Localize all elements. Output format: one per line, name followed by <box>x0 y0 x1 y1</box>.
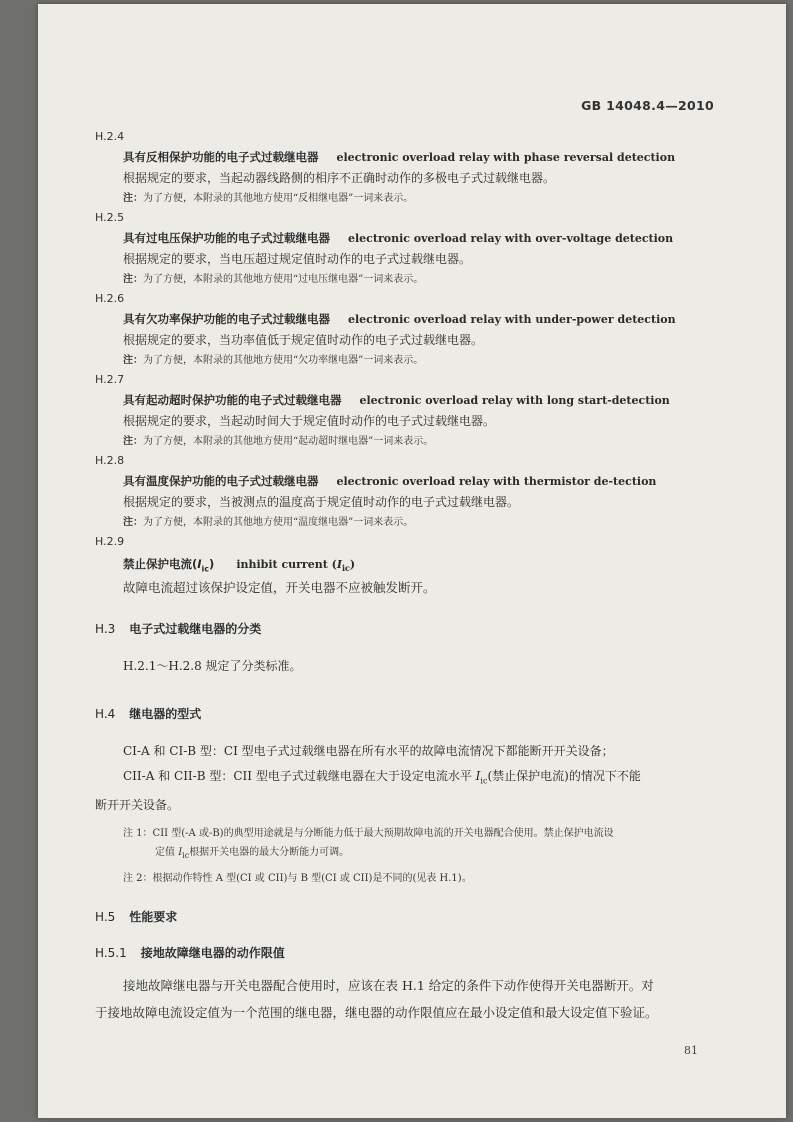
entry-h-2-9 <box>95 533 735 598</box>
note-label: 注： <box>123 355 143 366</box>
definition: 根据规定的要求，当起动时间大于规定值时动作的电子式过载继电器。 <box>123 414 496 428</box>
symbol-sub: ic <box>480 776 488 786</box>
definition: 根据规定的要求，当功率值低于规定值时动作的电子式过载继电器。 <box>123 333 484 347</box>
body-line: 于接地故障电流设定值为一个范围的继电器，继电器的动作限值应在最小设定值和最大设定值下验证。 <box>95 1005 658 1021</box>
page-number: 81 <box>684 1044 698 1057</box>
entry-h-2-5 <box>95 209 735 290</box>
definition: 根据规定的要求，当被测点的温度高于规定值时动作的电子式过载继电器。 <box>123 495 520 509</box>
clause-number: H.2.7 <box>95 373 125 386</box>
term-zh-b: ) <box>209 557 215 571</box>
section-h-5-1 <box>95 942 735 964</box>
text-run: 定值 <box>155 847 179 859</box>
note-label: 注： <box>123 193 143 204</box>
section-body <box>95 972 735 1026</box>
symbol-i: I <box>197 557 202 571</box>
term-zh: 具有起动超时保护功能的电子式过载继电器 <box>123 393 342 407</box>
section-title: 性能要求 <box>129 910 178 925</box>
section-h-3 <box>95 618 735 640</box>
type-cii-paragraph-cont: 断开开关设备。 <box>95 798 180 813</box>
note-text: 为了方便，本附录的其他地方使用“温度继电器”一词来表示。 <box>143 517 414 528</box>
term-en: electronic overload relay with thermistor de-tection <box>336 475 657 488</box>
term-en <box>236 558 356 574</box>
note <box>95 270 735 290</box>
symbol-i: I <box>475 769 481 783</box>
note-label: 注： <box>123 274 143 285</box>
section-number: H.3 <box>95 622 116 636</box>
note-label: 注： <box>123 517 143 528</box>
symbol-sub: ic <box>342 563 350 574</box>
clause-number: H.2.8 <box>95 454 125 467</box>
section-title: 继电器的型式 <box>129 707 202 721</box>
note <box>95 432 735 452</box>
note <box>95 513 735 533</box>
section-number: H.4 <box>95 707 116 721</box>
term-en-a: inhibit current ( <box>236 558 337 571</box>
section-h-4 <box>95 703 735 725</box>
type-cii-paragraph <box>95 764 735 793</box>
standard-number: GB 14048.4—2010 <box>581 98 714 113</box>
document-page <box>38 4 786 1118</box>
term-zh: 具有反相保护功能的电子式过载继电器 <box>123 150 319 164</box>
section-h-5 <box>95 906 735 928</box>
term-heading <box>95 551 735 577</box>
text-run: (禁止保护电流)的情况下不能 <box>487 769 641 783</box>
note-text: 为了方便，本附录的其他地方使用“过电压继电器”一词来表示。 <box>143 274 424 285</box>
note-text: 为了方便，本附录的其他地方使用“反相继电器”一词来表示。 <box>143 193 414 204</box>
text-run: CII-A 和 CII-B 型：CII 型电子式过载继电器在大于设定电流水平 <box>123 769 476 783</box>
section-title: 接地故障继电器的动作限值 <box>140 946 285 961</box>
term-zh: 具有过电压保护功能的电子式过载继电器 <box>123 231 330 245</box>
term-heading <box>95 146 735 168</box>
section-body: H.2.1～H.2.8 规定了分类标准。 <box>123 659 302 673</box>
note <box>95 351 735 371</box>
clause-number: H.2.5 <box>95 211 125 224</box>
note-1-cont <box>95 843 735 865</box>
note <box>95 189 735 209</box>
note-1: 注 1：CII 型(-A 或-B)的典型用途就是与分断能力低于最大预期故障电流的开关电器配合使用。禁止保护电流设 <box>123 828 614 840</box>
term-heading <box>95 389 735 411</box>
section-number: H.5 <box>95 910 116 925</box>
term-en-b: ) <box>349 558 356 571</box>
clause-number: H.2.9 <box>95 535 125 548</box>
term-en: electronic overload relay with over-voltage detection <box>348 232 674 245</box>
page-content <box>95 128 735 1026</box>
term-en: electronic overload relay with long start-detection <box>359 394 670 407</box>
term-heading <box>95 308 735 330</box>
definition: 根据规定的要求，当起动器线路侧的相序不正确时动作的多极电子式过载继电器。 <box>123 171 556 185</box>
symbol-i: I <box>178 847 183 859</box>
definition: 故障电流超过该保护设定值，开关电器不应被触发断开。 <box>123 580 436 595</box>
body-line: 接地故障继电器与开关电器配合使用时，应该在表 H.1 给定的条件下动作使得开关电器断开。对 <box>123 978 654 994</box>
symbol-i: I <box>336 558 342 571</box>
term-en: electronic overload relay with phase reversal detection <box>336 151 676 164</box>
note-text: 为了方便，本附录的其他地方使用“欠功率继电器”一词来表示。 <box>143 355 424 366</box>
section-title: 电子式过载继电器的分类 <box>129 622 262 636</box>
note-text: 为了方便，本附录的其他地方使用“起动超时继电器”一词来表示。 <box>143 436 434 447</box>
definition: 根据规定的要求，当电压超过规定值时动作的电子式过载继电器。 <box>123 252 472 266</box>
entry-h-2-4 <box>95 128 735 209</box>
symbol-sub: ic <box>182 851 190 861</box>
note-2: 注 2：根据动作特性 A 型(CI 或 CII)与 B 型(CI 或 CII)是不同的(见表 H.1)。 <box>123 873 472 885</box>
text-run: 根据开关电器的最大分断能力可调。 <box>189 847 350 859</box>
section-number: H.5.1 <box>95 946 127 961</box>
note-label: 注： <box>123 436 143 447</box>
term-zh: 具有温度保护功能的电子式过载继电器 <box>123 474 319 488</box>
term-zh-a: 禁止保护电流( <box>123 557 198 571</box>
entry-h-2-8 <box>95 452 735 533</box>
entry-h-2-7 <box>95 371 735 452</box>
term-heading <box>95 227 735 249</box>
symbol-sub: ic <box>201 564 210 574</box>
term-en: electronic overload relay with under-power detection <box>348 313 676 326</box>
type-ci-paragraph: CI-A 和 CI-B 型：CI 型电子式过载继电器在所有水平的故障电流情况下都能断开开关设备； <box>123 744 614 758</box>
term-zh: 具有欠功率保护功能的电子式过载继电器 <box>123 312 330 326</box>
entry-h-2-6 <box>95 290 735 371</box>
term-heading <box>95 470 735 492</box>
clause-number: H.2.4 <box>95 130 125 143</box>
clause-number: H.2.6 <box>95 292 125 305</box>
